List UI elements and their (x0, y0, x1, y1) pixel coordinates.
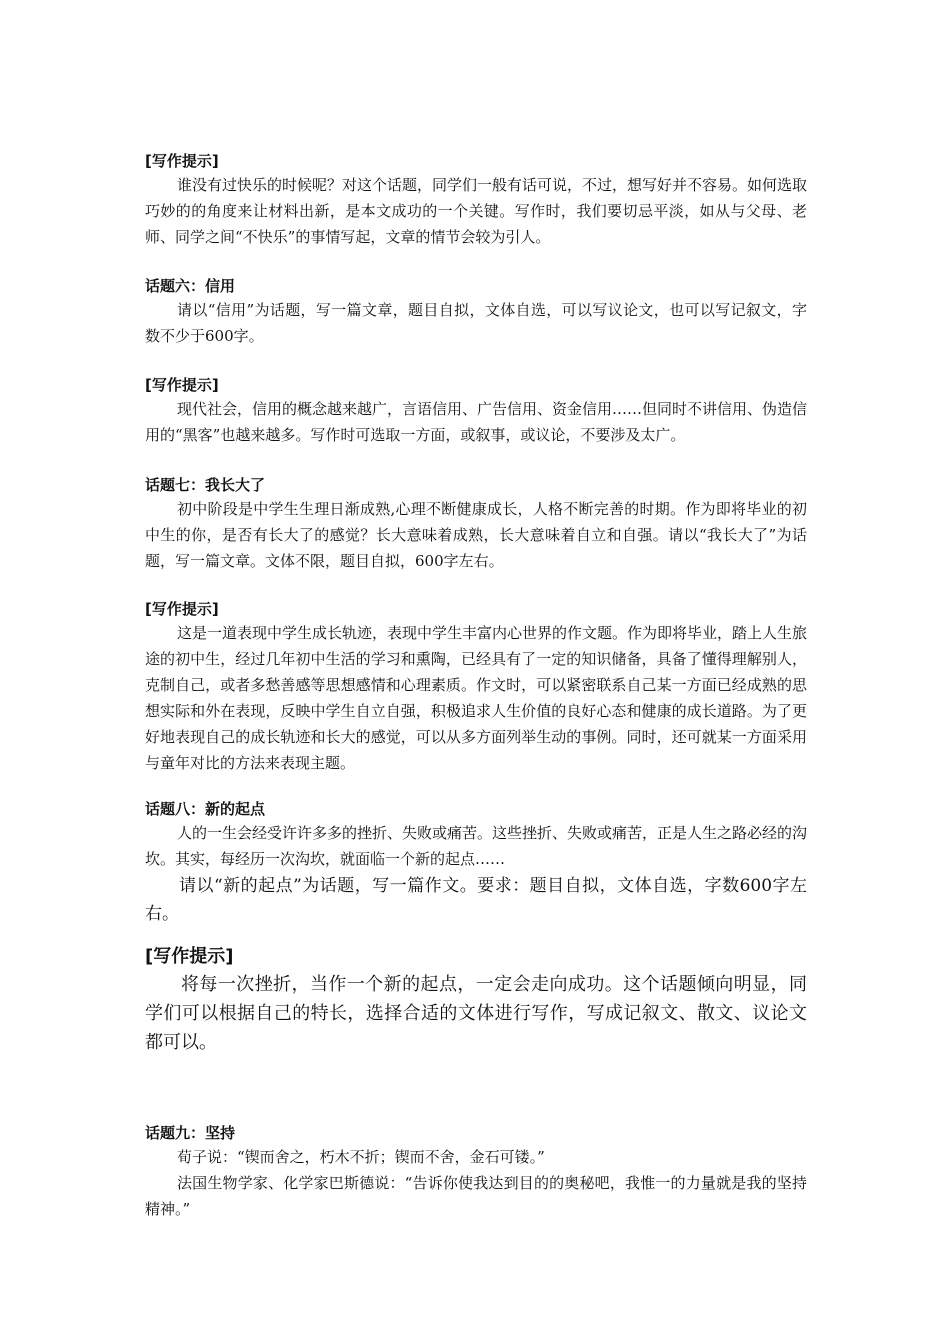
section-topic-7 (145, 474, 807, 574)
section-writing-tips-4 (145, 944, 807, 1057)
section-writing-tips-2 (145, 374, 807, 448)
paragraph: 初中阶段是中学生生理日渐成熟,心理不断健康成长，人格不断完善的时期。作为即将毕业的初中生的你，是否有长大了的感觉？长大意味着成熟，长大意味着自立和自强。请以“我长大了”为话题，写一篇文章。文体不限，题目自拟，600字左右。 (145, 500, 807, 570)
paragraph: 将每一次挫折，当作一个新的起点，一定会走向成功。这个话题倾向明显，同学们可以根据自己的特长，选择合适的文体进行写作，写成记叙文、散文、议论文都可以。 (145, 974, 807, 1053)
paragraph: 人的一生会经受许许多多的挫折、失败或痛苦。这些挫折、失败或痛苦，正是人生之路必经的沟坎。其实，每经历一次沟坎，就面临一个新的起点…… (145, 824, 808, 868)
paragraph: 这是一道表现中学生成长轨迹，表现中学生丰富内心世界的作文题。作为即将毕业，踏上人生旅途的初中生，经过几年初中生活的学习和熏陶，已经具有了一定的知识储备，具备了懂得理解别人，克制自己，或者多愁善感等思想感情和心理素质。作文时，可以紧密联系自己某一方面已经成熟的思想实际和外在表现，反映中学生自立自强，积极追求人生价值的良好心态和健康的成长道路。为了更好地表现自己的成长轨迹和长大的感觉，可以从多方面列举生动的事例。同时，还可就某一方面采用与童年对比的方法来表现主题。 (145, 624, 808, 772)
paragraph: 请以“信用”为话题，写一篇文章，题目自拟，文体自选，可以写议论文，也可以写记叙文，字数不少于600字。 (145, 301, 807, 345)
section-writing-tips-1 (145, 150, 807, 250)
section-topic-9 (145, 1122, 807, 1222)
section-heading: 话题六：信用 (145, 277, 236, 295)
section-heading: 话题七：我长大了 (145, 476, 266, 494)
paragraph: 荀子说：“锲而舍之，朽木不折；锲而不舍，金石可镂。” (177, 1148, 545, 1166)
section-heading: [写作提示] (145, 376, 219, 394)
section-heading: [写作提示] (145, 152, 219, 170)
paragraph: 请以“新的起点”为话题，写一篇作文。要求：题目自拟，文体自选，字数600字左右。 (145, 876, 807, 924)
paragraph: 谁没有过快乐的时候呢？对这个话题，同学们一般有话可说，不过，想写好并不容易。如何选取巧妙的的角度来让材料出新，是本文成功的一个关键。写作时，我们要切忌平淡，如从与父母、老师、同学之间“不快乐”的事情写起，文章的情节会较为引人。 (145, 176, 808, 246)
paragraph: 现代社会，信用的概念越来越广，言语信用、广告信用、资金信用……但同时不讲信用、伪造信用的“黑客”也越来越多。写作时可选取一方面，或叙事，或议论，不要涉及太广。 (145, 400, 808, 444)
section-heading: [写作提示] (145, 600, 219, 618)
paragraph: 法国生物学家、化学家巴斯德说：“告诉你使我达到目的的奥秘吧，我惟一的力量就是我的坚持精神。” (145, 1174, 807, 1218)
section-heading: [写作提示] (145, 946, 234, 967)
section-heading: 话题九：坚持 (145, 1124, 236, 1142)
section-heading: 话题八：新的起点 (145, 800, 266, 818)
section-topic-6 (145, 275, 807, 349)
section-topic-8 (145, 798, 807, 928)
section-writing-tips-3 (145, 598, 807, 776)
